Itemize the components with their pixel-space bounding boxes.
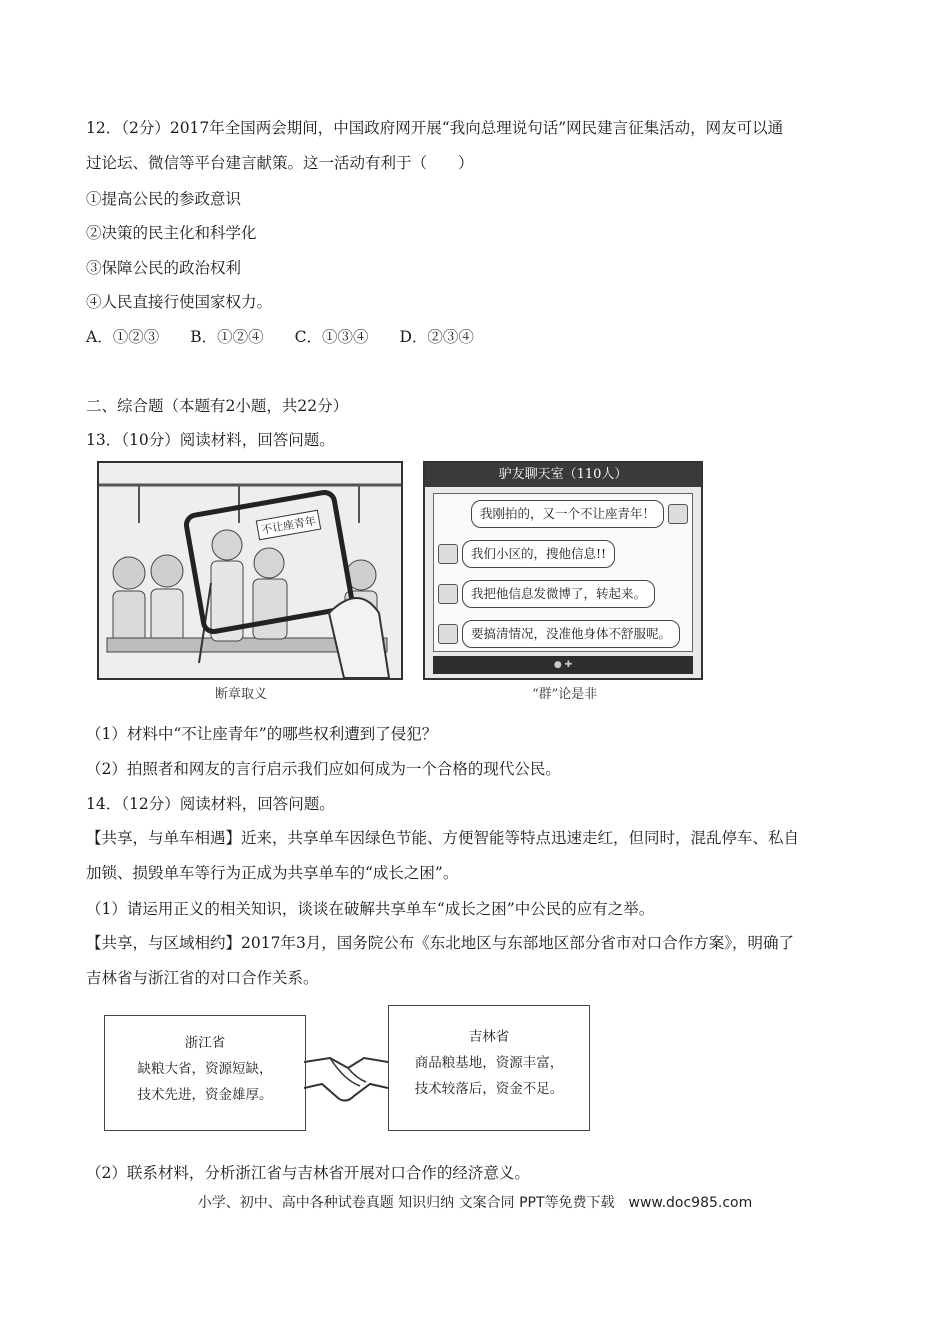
q14-sub2: （2）联系材料，分析浙江省与吉林省开展对口合作的经济意义。 (86, 1164, 530, 1182)
chat-room-figure (423, 461, 703, 680)
q12-option-4: ④人民直接行使国家权力。 (86, 293, 273, 311)
zhejiang-card (104, 1015, 306, 1131)
q14-material1-line2: 加锁、损毁单车等行为正成为共享单车的“成长之困”。 (86, 864, 459, 882)
user-avatar (438, 584, 458, 604)
chat-caption-right: “群”论是非 (532, 687, 598, 702)
q12-choices: A．①②③ B．①②④ C．①③④ D．②③④ (86, 328, 474, 346)
handshake-icon (304, 1040, 388, 1110)
chat-message: 我刚拍的，又一个不让座青年！ (471, 500, 664, 528)
cartoon-caption-left: 断章取义 (215, 687, 268, 702)
q13-sub2: （2）拍照者和网友的言行启示我们应如何成为一个合格的现代公民。 (86, 760, 561, 778)
q14-title: 14．（12分）阅读材料，回答问题。 (86, 795, 335, 813)
chat-message: 我们小区的，搜他信息!! (462, 540, 615, 568)
page-footer: 小学、初中、高中各种试卷真题 知识归纳 文案合同 PPT等免费下载 www.doc985.com (197, 1195, 753, 1211)
q14-material2-line2: 吉林省与浙江省的对口合作关系。 (86, 969, 319, 987)
jilin-card (388, 1005, 590, 1131)
section-heading: 二、综合题（本题有2小题，共22分） (86, 397, 349, 415)
q13-title: 13．（10分）阅读材料，回答问题。 (86, 431, 335, 449)
user-avatar (438, 544, 458, 564)
jilin-title: 吉林省 (468, 1029, 510, 1045)
chat-room-header: 驴友聊天室（110人） (425, 463, 701, 487)
chat-message: 要搞清情况，没准他身体不舒服呢。 (462, 620, 680, 648)
cartoon-bus-figure (97, 461, 403, 680)
q14-sub1: （1）请运用正义的相关知识，谈谈在破解共享单车“成长之困”中公民的应有之举。 (86, 900, 655, 918)
phone-screen-label: 不让座青年 (256, 510, 322, 541)
q12-stem-line1: 12．（2分）2017年全国两会期间，中国政府网开展“我向总理说句话”网民建言征集活动，网友可以通 (86, 119, 784, 137)
cartoon-illustration (99, 463, 401, 678)
q12-option-3: ③保障公民的政治权利 (86, 259, 242, 277)
zhejiang-line1: 缺粮大省，资源短缺， (137, 1061, 273, 1077)
q12-option-2: ②决策的民主化和科学化 (86, 224, 257, 242)
jilin-line2: 技术较落后，资金不足。 (414, 1081, 564, 1097)
q14-material1-line1: 【共享，与单车相遇】近来，共享单车因绿色节能、方便智能等特点迅速走红，但同时，混乱停车、私自 (86, 829, 800, 847)
chat-messages-area (433, 493, 693, 652)
jilin-line1: 商品粮基地，资源丰富， (414, 1055, 564, 1071)
q12-stem-line2: 过论坛、微信等平台建言献策。这一活动有利于（ ） (86, 154, 474, 172)
zhejiang-line2: 技术先进，资金雄厚。 (137, 1087, 273, 1103)
q13-sub1: （1）材料中“不让座青年”的哪些权利遭到了侵犯？ (86, 725, 438, 743)
user-avatar (438, 624, 458, 644)
chat-message: 我把他信息发微博了，转起来。 (462, 580, 655, 608)
zhejiang-title: 浙江省 (184, 1035, 226, 1051)
q14-material2-line1: 【共享，与区域相约】2017年3月，国务院公布《东北地区与东部地区部分省市对口合作方案》，明确了 (86, 934, 795, 952)
chat-input-bar: ● ✚ (433, 656, 693, 674)
q12-option-1: ①提高公民的参政意识 (86, 190, 242, 208)
user-avatar (668, 504, 688, 524)
